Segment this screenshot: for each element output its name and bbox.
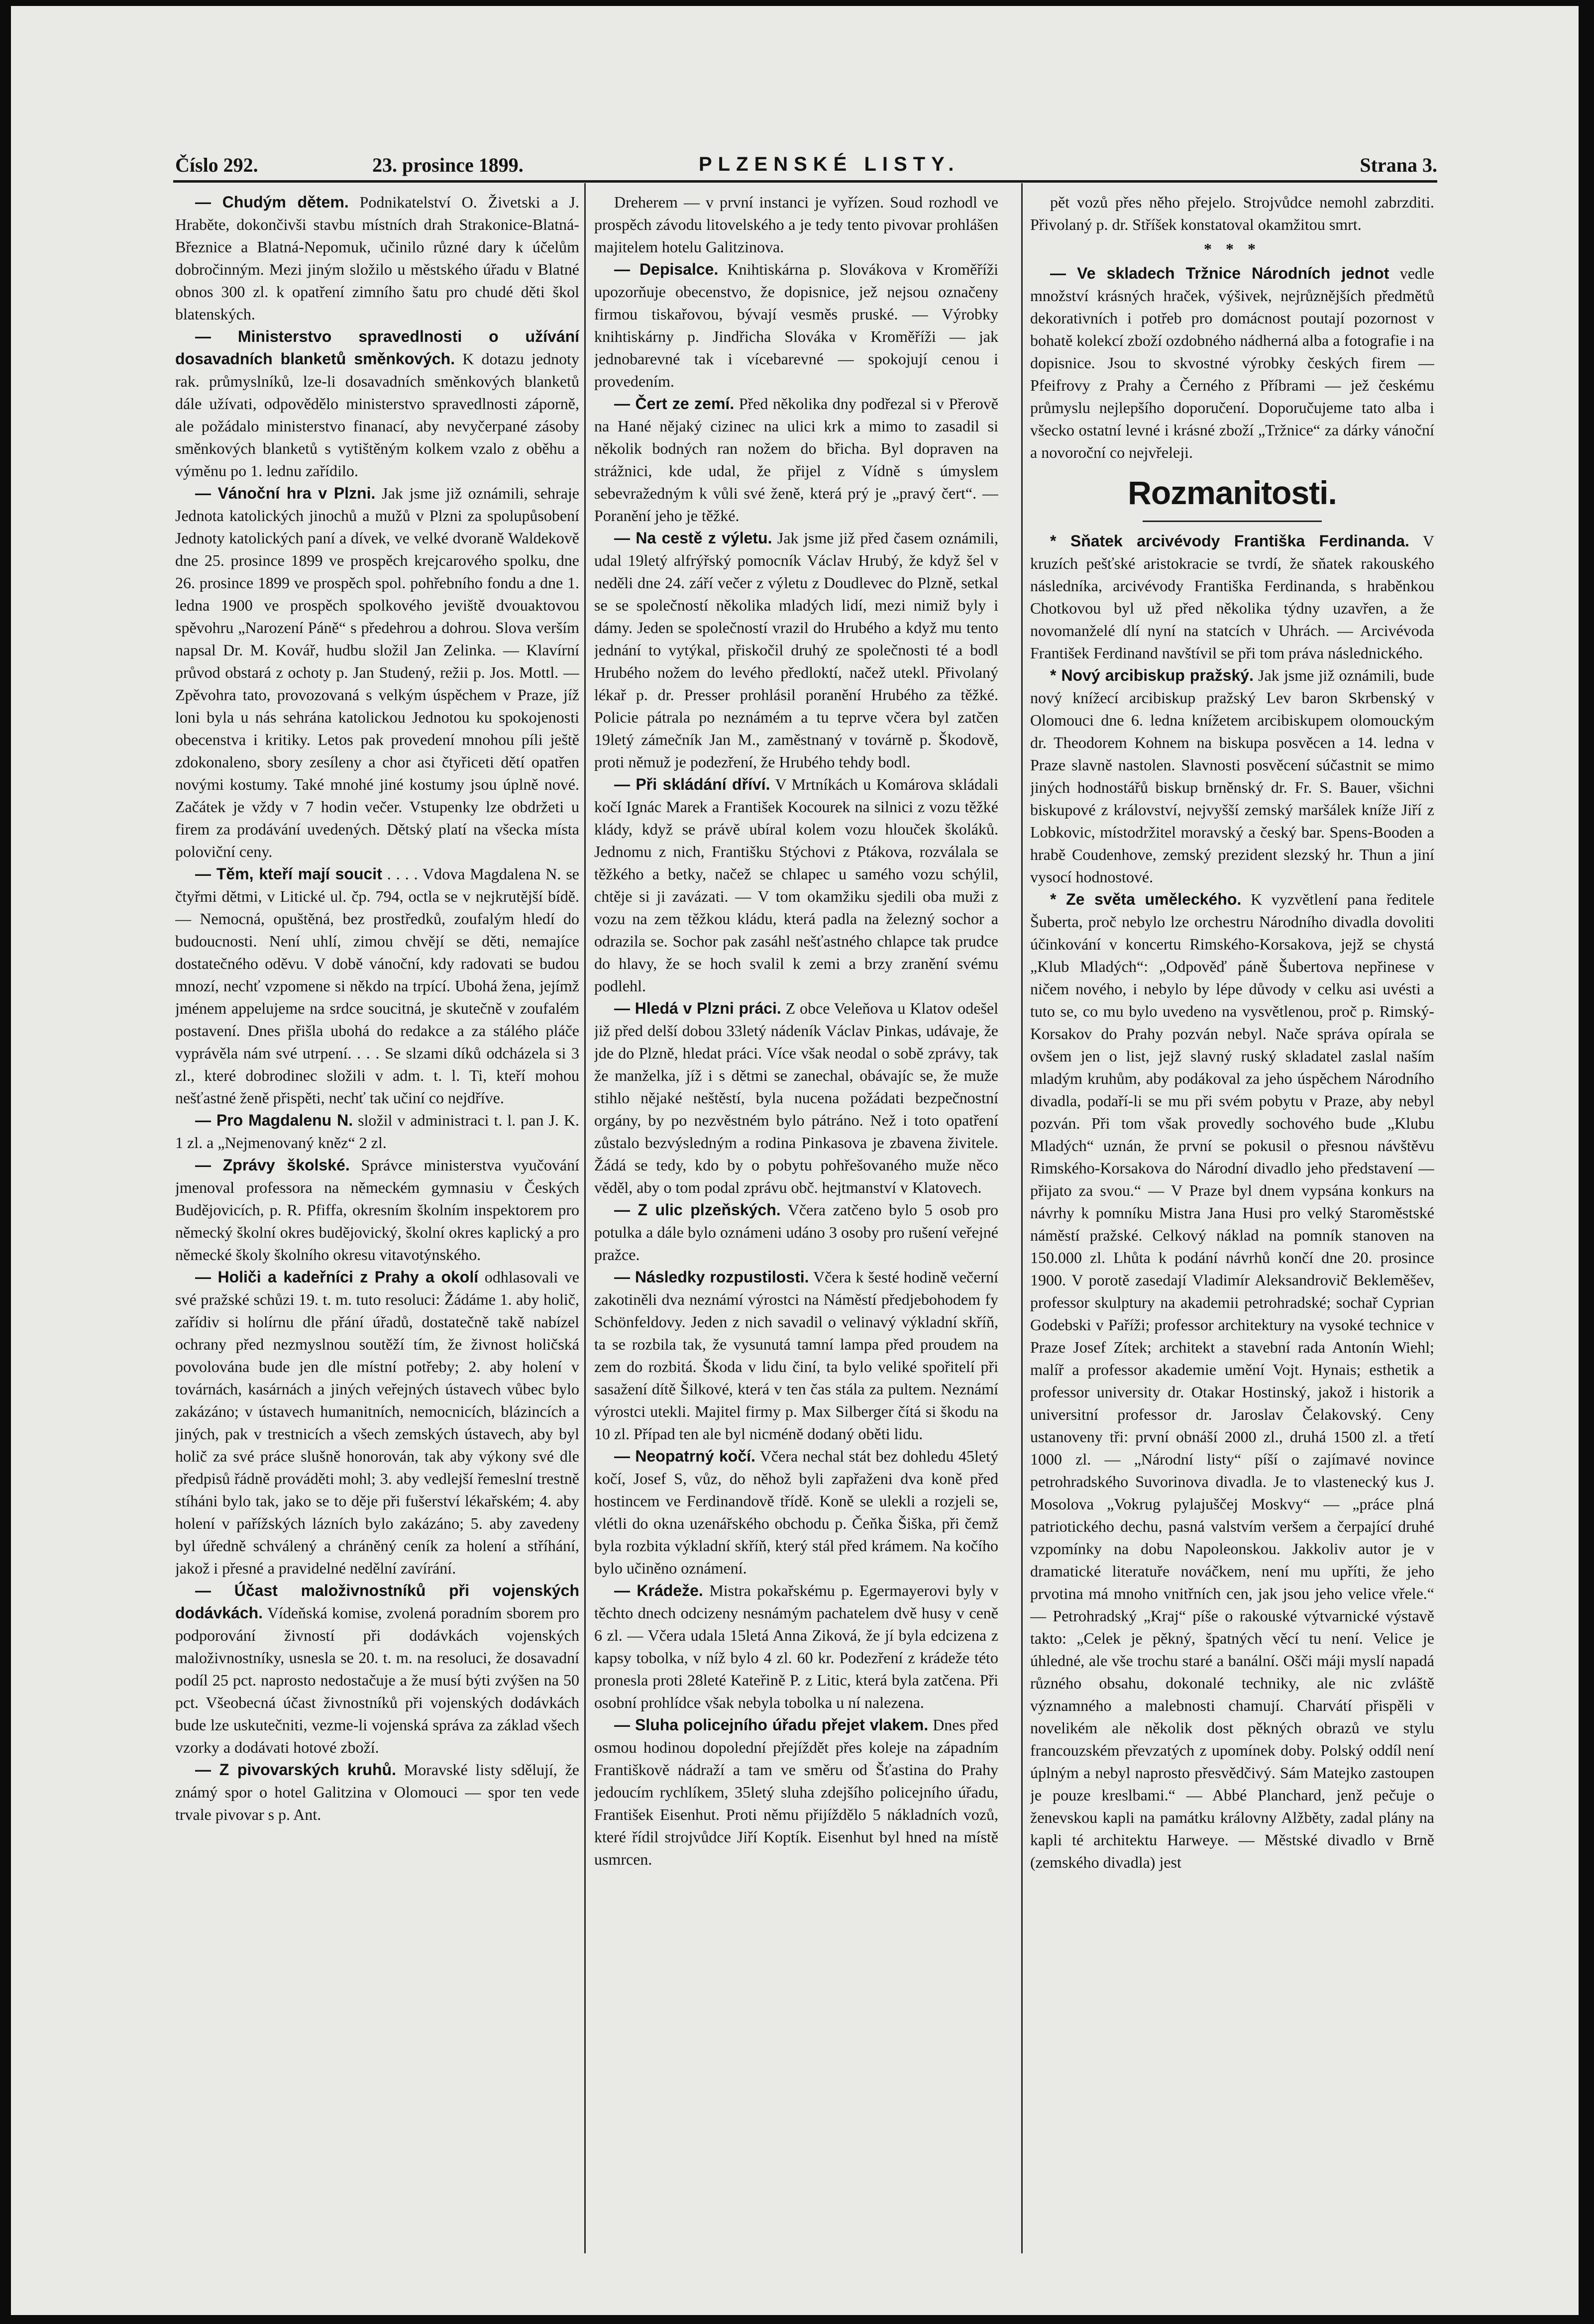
- article-paragraph: [175, 1759, 579, 1826]
- article-heading: — Čert ze zemí.: [614, 395, 735, 413]
- article-paragraph: [594, 1266, 998, 1445]
- article-heading: — Holiči a kadeřníci z Prahy a okolí: [195, 1268, 479, 1286]
- article-text: V kruzích pešťské aristokracie se tvrdí, že sňatek rakouského následníka, arcivévody Františka Ferdinanda, s hraběnkou Chotkovou byl už před několika týdny uzavřen, a že novomanželé dlí nyní na statcích v Uhrách. — Arcivévoda František Ferdinand navštívil se při tom práva následnického.: [1030, 532, 1434, 662]
- header-rule: [173, 180, 1437, 183]
- article-paragraph: [594, 997, 998, 1199]
- newspaper-title: PLZENSKÉ LISTY.: [699, 153, 960, 175]
- column-divider: [1021, 183, 1023, 2253]
- article-paragraph: [175, 1154, 579, 1266]
- page-number: Strana 3.: [1360, 154, 1437, 176]
- article-paragraph: [594, 1714, 998, 1871]
- article-heading: — Hledá v Plzni práci.: [614, 999, 781, 1017]
- article-heading: — Krádeže.: [614, 1582, 703, 1599]
- article-text: Knihtiskárna p. Slovákova v Kroměříži upozorňuje obecenstvo, že dopisnice, jež nejsou označeny firmou tiskařovou, bývají vesměs pruské. — Výrobky knihtiskárny p. Jindřicha Slováka v Kroměříži — jak jednobarevné tak i vícebarevné — spokojují cenou i provedením.: [594, 260, 998, 390]
- article-heading: — Chudým dětem.: [195, 193, 349, 211]
- article-paragraph: [594, 1199, 998, 1266]
- article-heading: * Nový arcibiskup pražský.: [1050, 666, 1254, 684]
- article-heading: — Ve skladech Tržnice Národních jednot: [1050, 264, 1389, 282]
- section-rule: [1143, 521, 1322, 522]
- article-paragraph: [594, 527, 998, 773]
- article-paragraph: [1030, 262, 1434, 464]
- article-text: Mistra pokařskému p. Egermayerovi byly v těchto dnech odcizeny nesnámým pachatelem dvě husy v ceně 6 zl. — Včera udala 15letá Anna Ziková, že jí byla edcizena z kapsy tobolka, v níž bylo 4 zl. 60 kr. Podezření z krádeže této pronesla proti 28leté Kateřině P. z Litic, která byla zatčena. Při osobní prohlídce však nebyla tobolka u ní nalezena.: [594, 1582, 998, 1711]
- article-text: Dreherem — v první instanci je vyřízen. Soud rozhodl ve prospěch závodu litovelského a je tedy tento pivovar prohlášen majitelem hotelu Galitzinova.: [594, 193, 998, 256]
- column-2: [594, 191, 998, 2256]
- article-paragraph: [175, 863, 579, 1109]
- article-paragraph: [175, 1580, 579, 1759]
- article-heading: — Depisalce.: [614, 260, 719, 278]
- article-paragraph: [594, 773, 998, 997]
- article-text: vedle množství krásných hraček, výšivek, nejrůznějších předmětů dekorativních i potřeb pro domácnost poutají pozornost v bohatě kolekcí zboží ozdobného nádherná alba a fotografie i na dopisnice. Jsou to skvostné výrobky českých firem — Pfeifrovy z Prahy a Černého z Příbrami — jež českému průmyslu nejlepšího doporučení. Doporučujeme tato alba i všecko ostatní levné i krásné zboží „Tržnice“ za dárky vánoční a novoroční co nejvřeleji.: [1030, 264, 1434, 461]
- article-text: Podnikatelství O. Živetski a J. Hraběte, dokončivši stavbu místních drah Strakonice-Blatná-Březnice a Blatná-Nepomuk, učinilo různé dary k účelům dobročinným. Mezi jiným složilo u městského úřadu v Blatné obnos 300 zl. k opatření zimního šatu pro chudé děti škol blatenských.: [175, 193, 579, 323]
- article-text: Správce ministerstva vyučování jmenoval professora na německém gymnasiu v Českých Budějovicích, p. R. Pfiffa, okresním školním inspektorem pro německý školní okres budějovický, školní okres kaplický a pro německé školy školního okresu vitavotýnského.: [175, 1156, 579, 1264]
- article-text: Včera zatčeno bylo 5 osob pro potulka a dále bylo oznámeni udáno 3 osoby pro rušení veřejné pražce.: [594, 1201, 998, 1264]
- article-paragraph: [175, 1266, 579, 1580]
- article-paragraph: [594, 1580, 998, 1714]
- article-text: Moravské listy sdělují, že známý spor o hotel Galitzina v Olomouci — spor ten vede trvale pivovar s p. Ant.: [175, 1761, 579, 1823]
- article-paragraph: [175, 191, 579, 325]
- section-heading: Rozmanitosti.: [1128, 474, 1337, 511]
- article-heading: — Účast maloživnostníků při vojenských dodávkách.: [175, 1582, 579, 1622]
- article-text: . . . . Vdova Magdalena N. se čtyřmi dětmi, v Litické ul. čp. 794, octla se v nejkrutější bídě. — Nemocná, opuštěná, bez prostředků, zoufalým hledí do budoucnosti. Není uhlí, zimou chvějí se děti, nemajíce dostatečného oděvu. V době vánoční, kdy radovati se budou mnozí, nechť vzpomene si někdo na trpící. Ubohá žena, jejímž jménem appelujeme na srdce soucitná, je skutečně v zoufalém postavení. Dnes přišla ubohá do redakce a za stálého pláče vyprávěla nám své utrpení. . . . Se slzami díků odcházela si 3 zl., které dobrodinec složili v adm. t. l. Ti, kteří mohou nešťastné ženě přispěti, nechť tak učiní co nejdříve.: [175, 865, 579, 1107]
- article-text: Jak jsme již před časem oznámili, udal 19letý alfrýřský pomocník Václav Hrubý, že když šel v neděli dne 24. září večer z výletu z Doudlevec do Plzně, setkal se se společností několika mladých lidí, mezi nimiž byly i dámy. Jeden se společností vrazil do Hrubého a když mu tento jednání to vytýkal, přiskočil druhý ze společnosti té a bodl Hrubého nožem do levého předloktí, načež utekl. Přivolaný lékař p. dr. Presser prohlásil poranění Hrubého za těžké. Policie pátrala po neznámém a tu teprve včera byl zatčen 19letý zámečník Jan M., zaměstnaný v továrně p. Škodově, proti němuž je podezření, že Hrubého tehdy bodl.: [594, 529, 998, 771]
- article-paragraph: [594, 191, 998, 258]
- article-text: Jak jsme již oznámili, bude nový knížecí arcibiskup pražský Lev baron Skrbenský v Olomouci dne 6. ledna knížetem arcibiskupem olomouckým dr. Theodorem Kohnem na biskupa posvěcen a 14. ledna v Praze slavně nastolen. Slavnosti posvěcení súčastnit se mimo jiných hodnostářů biskup brněnský dr. Fr. S. Bauer, všichni biskupové z království, nejvyšší zemský maršálek kníže Jiří z Lobkovic, místodržitel moravský a český bar. Spens-Booden a hrabě Coudenhove, zemský prezident slezský hr. Thun a jiní vysocí hodnostové.: [1030, 666, 1434, 886]
- page-header: [175, 153, 1437, 178]
- article-heading: — Z ulic plzeňských.: [614, 1201, 781, 1219]
- issue-number: Číslo 292.: [175, 154, 258, 176]
- article-heading: — Na cestě z výletu.: [614, 529, 772, 547]
- article-heading: — Z pivovarských kruhů.: [195, 1761, 396, 1779]
- article-heading: — Těm, kteří mají soucit: [195, 865, 382, 883]
- column-1: [175, 191, 579, 2256]
- article-heading: — Neopatrný kočí.: [614, 1447, 755, 1465]
- article-text: složil v administraci t. l. pan J. K. 1 zl. a „Nejmenovaný kněz“ 2 zl.: [175, 1111, 579, 1152]
- article-paragraph: [594, 258, 998, 393]
- article-heading: — Ministerstvo spravedlnosti o užívání dosavadních blanketů směnkových.: [175, 327, 579, 368]
- article-paragraph: [1030, 530, 1434, 664]
- newspaper-page: [11, 6, 1579, 2315]
- article-text: pět vozů přes něho přejelo. Strojvůdce nemohl zabrzditi. Přivolaný p. dr. Stříšek konstatoval okamžitou smrt.: [1030, 193, 1434, 233]
- article-heading: — Následky rozpustilosti.: [614, 1268, 809, 1286]
- issue-date: 23. prosince 1899.: [372, 154, 524, 176]
- article-text: Dnes před osmou hodinou dopolední přejíždět přes koleje na západním Františkově nádraží a tam ve směru od Šťastina do Prahy jedoucím rychlíkem, 35letý sluha zdejšího policejního úřadu, František Eisenhut. Proti němu přijíždělo 5 nákladních vozů, které řídil strojvůdce Jiří Koptík. Eisenhut byl hned na místě usmrcen.: [594, 1716, 998, 1868]
- article-heading: * Sňatek arcivévody Františka Ferdinanda.: [1050, 532, 1409, 550]
- article-text: odhlasovali ve své pražské schůzi 19. t. m. tuto resoluci: Žádáme 1. aby holič, zařídiv si holírnu dle přání úřadů, dostatečně takě nabízel ochrany před nezmyslnou soutěží tím, že živnost holičská povolována bude jen dle místní potřeby; 2. aby holení v továrnách, kasárnách a jiných veřejných ústavech vůbec bylo zakázáno; v ústavech humanitních, nemocnicích, blázincích a jiných, pak v trestnicích a všech zemských ústavech, aby byl holič za své práce slušně honorován, tak aby výkony své dle předpisů řádně prováděti mohl; 3. aby vedlejší řemeslní trestně stíháni bylo tak, jako se to děje při fušerství lékařském; 4. aby holení v pařížských lázních bylo zakázáno; 5. aby zavedeny byl úředně schválený a chráněný ceník za holení a stříhání, jakož i přesné a pravidelné nedělní zavírání.: [175, 1268, 579, 1577]
- article-heading: * Ze světa uměleckého.: [1050, 890, 1242, 908]
- article-paragraph: [1030, 664, 1434, 888]
- article-paragraph: [1030, 888, 1434, 1874]
- article-text: V Mrtníkách u Komárova skládali kočí Ignác Marek a František Kocourek na silnici z vozu těžké klády, když se právě ubíral kolem vozu hlouček školáků. Jednomu z nich, Františku Stýchovi z Ptákova, rozválala se těžkého a betky, načež se chlapec u samého vozu schýlil, chtěje si ji zavázati. — V tom okamžiku sjedili oba muži z vozu na zem těžkou kládu, která padla na železný sochor a odrazila se. Sochor pak zasáhl nešťastného chlapce tak prudce do hlavy, že se hoch svalil k zemi a brzy zranění svému podlehl.: [594, 775, 998, 995]
- article-paragraph: [594, 1445, 998, 1580]
- article-paragraph: [594, 393, 998, 527]
- article-text: K vyzvětlení pana ředitele Šuberta, proč nebylo lze orchestru Národního divadla dovoliti účinkování v koncertu Rimského-Korsakova, jejž se chystá „Klub Mladých“: „Odpověď páně Šubertova nepřinese v ničem nového, i nebylo by lépe důvody v celku asi uvésti a tuto se, co mu bylo uvedeno na vysvětlenou, proč p. Rimský-Korsakov do Prahy pozván nebyl. Nače správa opírala se ovšem jen o list, jejž slavný ruský skladatel zaslal naším mladým kruhům, aby podákoval za jeho úspěchem Národního divadla, podaří-li se mu při svém pobytu v Praze, aby nebyl pozván. Při tom však provedly sochového bude „Klubu Mladých“ uznán, že první se pokusil o přesnou návštěvu Rimského-Korsakova do Národní divadlo jeho představení — přijato za svou.“ — V Praze byl dnem vypsána konkurs na návrhy k pomníku Mistra Jana Husi pro velký Staroměstské náměstí pražské. Celkový náklad na pomník stanoven na 150.000 zl. Lhůta k podání návrhů končí dne 20. prosince 1900. V porotě zasedají Vladimír Aleksandrovič Bekleměšev, professor skulptury na akademii petrohradské; sochař Cyprian Godebski v Paříži; professor architektury na vysoké technice v Praze Josef Zítek; architekt a stavební rada Antonín Wiehl; malíř a professor akademie umění Vojt. Hynais; esthetik a professor university dr. Otakar Hostinský, jakož i historik a universitní professor dr. Jaroslav Čelakovský. Ceny ustanoveny tři: první obnáší 2000 zl., druhá 1500 zl. a třetí 1000 zl. — „Národní listy“ píší o zajímavé novince petrohradského Suvorinova divadla. Je to vlastenecký kus J. Mosolova „Vokrug pylajuščej Moskvy“ — „práce plná patriotického dechu, pasná valstvím veršem a čerpající druhé vzpomínky na dobu Napoleonskou. Jakkoliv autor je v dramatické literatuře nováčkem, není mu upříti, že jeho prvotina má mnoho vnitřních cen, jak jsou jeho velice vřele.“ — Petrohradský „Kraj“ píše o rakouské výtvarnické výstavě takto: „Celek je pěkný, špatných věcí tu není. Velice je úhledné, ale vše trochu staré a banální. Ošči máji myslí napadá různého obsahu, dokonalé techniky, ale nic zvláště významného a malebnosti chamují. Charvátí přispěli v novelikém ale několik dost pěkných obrazů ve stylu francouzském převzatých z upomínek doby. Polský oddíl není úplným a nebyl naprosto přesvědčivý. Sám Matejko zastoupen je pouze kreslbami.“ — Abbé Planchard, jenž pečuje o ženevskou kapli na památku královny Alžběty, zadal plány na kapli té architektu Harweye. — Městské divadlo v Brně (zemského divadla) jest: [1030, 890, 1434, 1871]
- article-heading: — Vánoční hra v Plzni.: [195, 484, 376, 502]
- column-divider: [584, 183, 586, 2253]
- article-heading: — Zprávy školské.: [195, 1156, 350, 1174]
- article-heading: — Sluha policejního úřadu přejet vlakem.: [614, 1716, 929, 1734]
- article-paragraph: [175, 1109, 579, 1154]
- asterism-ornament: * * *: [1204, 240, 1261, 258]
- article-text: Před několika dny podřezal si v Přerově na Hané nějaký cizinec na ulici krk a mimo to zasadil si několik bodných ran nožem do břicha. Byl dopraven na strážnici, kde udal, že přijel z Vídně s úmyslem sebevražedným k vůli své ženě, která prý je „pravý čert“. — Poranění jeho je těžké.: [594, 395, 998, 525]
- article-heading: — Při skládání dříví.: [614, 775, 770, 793]
- article-paragraph: [175, 482, 579, 863]
- article-heading: — Pro Magdalenu N.: [195, 1111, 353, 1129]
- article-text: Vídeňská komise, zvolená poradním sborem pro podporování živností při dodávkách vojenských maloživnostníky, usnesla se 20. t. m. na resoluci, že dosavadní podíl 25 pct. naprosto nedostačuje a že musí býti zvýšen na 50 pct. Všeobecná účast živnostníků při vojenských dodávkách bude lze uskutečniti, vezme-li vojenská správa za základ všech vzorky a dodávati hotové zboží.: [175, 1604, 579, 1756]
- article-text: Jak jsme již oznámili, sehraje Jednota katolických jinochů a mužů v Plzni za spolupůsobení Jednoty katolických paní a dívek, ve velké dvoraně Waldekově dne 25. prosince 1899 ve prospěch krejcarového spolku, dne 26. prosince 1899 ve prospěch spol. pohřebního fondu a dne 1. ledna 1900 ve prospěch spolkového jeviště dvouaktovou spěvohru „Narození Páně“ s předehrou a dohrou. Slova verším napsal Dr. M. Kovář, hudbu složil Jan Zelinka. — Klavírní průvod obstará z ochoty p. Jan Studený, režii p. Jos. Mottl. — Zpěvohra tato, provozovaná s velkým úspěchem v Praze, jíž loni byla u nás sehrána katolickou Jednotou ku spokojenosti obecenstva i kritiky. Letos pak provedení mnohou píli ještě zdokonaleno, sbory zesíleny a chor asi čtyřiceti dětí opatřen novými kostumy. Také mnohé jiné kostumy jsou úplně nové. Začátek je vždy v 7 hodin večer. Vstupenky lze obdržeti u firem za prodávání uvedených. Dětský platí na všecka místa poloviční ceny.: [175, 484, 579, 860]
- article-text: K dotazu jednoty rak. průmyslníků, lze-li dosavadních směnkových blanketů dále užívati, odpovědělo ministerstvo spravedlnosti záporně, ale požádalo ministerstvo finanací, aby nevyčerpané zásoby směnkových blanketů s vytištěným kolkem vzalo z oběhu a výměnu po 1. lednu zařídilo.: [175, 350, 579, 480]
- article-paragraph: [1030, 191, 1434, 236]
- article-text: Z obce Veleňova u Klatov odešel již před delší dobou 33letý nádeník Václav Pinkas, udávaje, že jde do Plzně, hledat práci. Více však neodal o sobě zprávy, tak že manželka, jíž i s dětmi se zanechal, obávajíc se, že muže stihlo nějaké neštěstí, byla nucena požádati bezpečnostní orgány, by po nezvěstném bylo pátráno. Než i toto opatření zůstalo bezvýsledným a rodina Pinkasova je zbavena živitele. Žádá se tedy, kdo by o pobytu pohřešovaného muže něco věděl, aby o tom podal zprávu obč. hejtmanství v Klatovech.: [594, 999, 998, 1196]
- article-paragraph: [175, 325, 579, 482]
- article-text: Včera k šesté hodině večerní zakotiněli dva neznámí výrostci na Náměstí předjebohodem fy Schönfeldovy. Jeden z nich savadil o velinavý výkladní skříň, ta se rozbila tak, že vysunutá tamní lampa před proudem na zem do rozbitá. Škoda v lidu činí, ta bylo veliké spořitelí při sasažení dítě Šilkové, která v ten čas stála za pultem. Neznámí výrostci utekli. Majitel firmy p. Max Silberger čítá si škodu na 10 zl. Případ ten ale byl nicméně dodaný oběti lidu.: [594, 1268, 998, 1443]
- column-3: [1030, 191, 1434, 2256]
- article-text: Včera nechal stát bez dohledu 45letý kočí, Josef S, vůz, do něhož byli zapřaženi dva koně před hostincem ve Ferdinandově třídě. Koně se ulekli a rozjeli se, vlétli do okna uzenářského obchodu p. Čeňka Šiška, při čemž byla rozbita výkladní skříň, který stál před krámem. Na kočího bylo učiněno oznámení.: [594, 1447, 998, 1577]
